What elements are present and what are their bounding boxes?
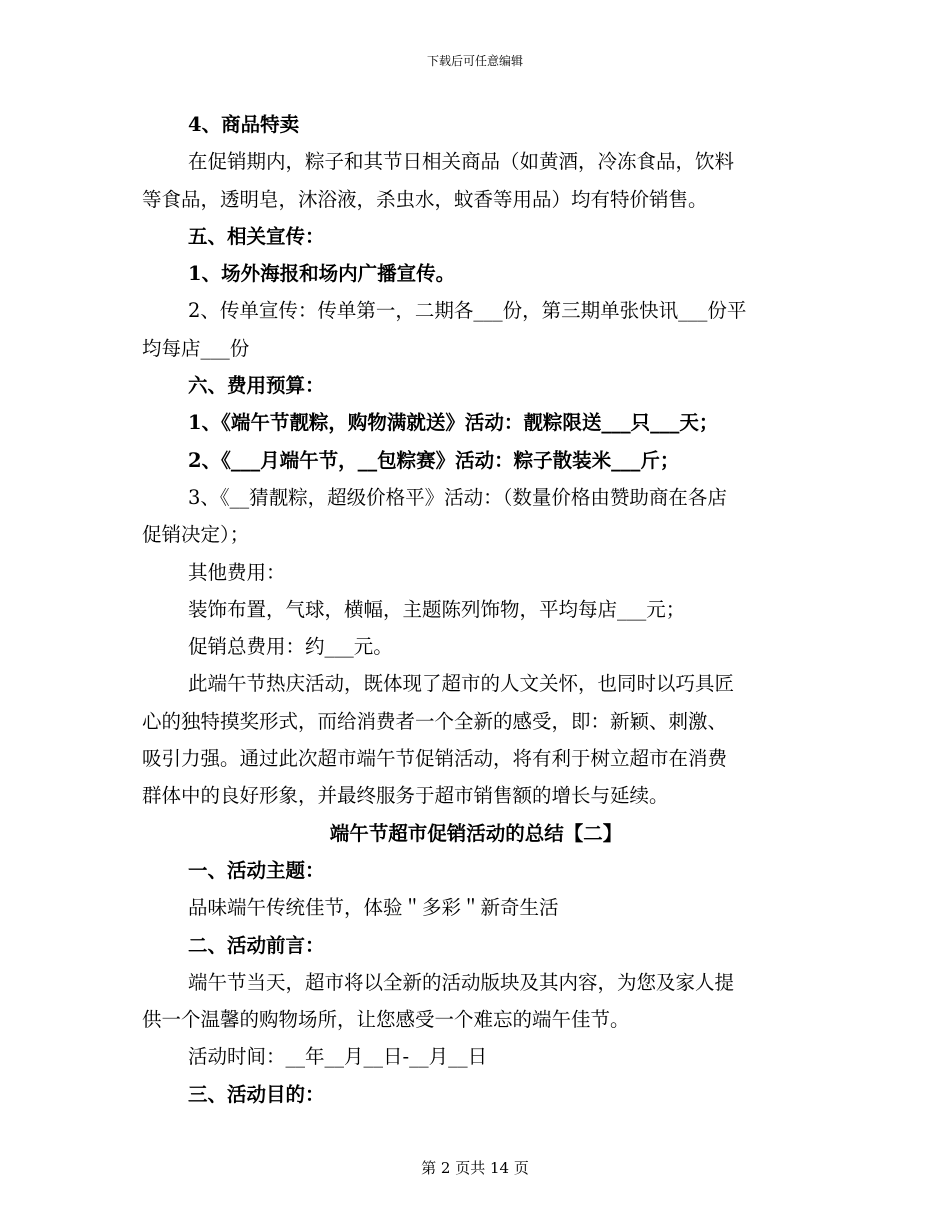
paragraph-line: 2、传单宣传：传单第一，二期各___份，第三期单张快讯___份平 xyxy=(188,299,747,323)
heading-line: 五、相关宣传： xyxy=(188,224,325,248)
paragraph-line: 等食品，透明皂，沐浴液，杀虫水，蚊香等用品）均有特价销售。 xyxy=(142,187,708,211)
paragraph-line: 心的独特摸奖形式，而给消费者一个全新的感受，即：新颖、刺激、 xyxy=(142,709,728,733)
heading-line: 三、活动目的： xyxy=(188,1082,325,1106)
paragraph-line: 在促销期内，粽子和其节日相关商品（如黄酒，冷冻食品，饮料 xyxy=(188,150,735,174)
paragraph-line: 群体中的良好形象，并最终服务于超市销售额的增长与延续。 xyxy=(142,784,669,808)
paragraph-line: 促销总费用：约___元。 xyxy=(188,635,393,659)
heading-line: 1、《端午节靓粽，购物满就送》活动：靓粽限送___只___天； xyxy=(188,411,719,435)
heading-line: 1、场外海报和场内广播宣传。 xyxy=(188,262,456,286)
document-body xyxy=(142,106,810,1113)
paragraph-line: 端午节当天，超市将以全新的活动版块及其内容，为您及家人提 xyxy=(188,970,735,994)
paragraph-line: 其他费用： xyxy=(188,560,286,584)
paragraph-line: 装饰布置，气球，横幅，主题陈列饰物，平均每店___元； xyxy=(188,597,686,621)
heading-line: 2、《___月端午节，__包粽赛》活动：粽子散装米___斤； xyxy=(188,448,680,472)
paragraph-line: 3、《__猜靓粽，超级价格平》活动：（数量价格由赞助商在各店 xyxy=(188,485,727,509)
page-footer: 第 2 页共 14 页 xyxy=(421,1159,529,1177)
paragraph-line: 活动时间：__年__月__日-__月__日 xyxy=(188,1045,488,1069)
paragraph-line: 品味端午传统佳节，体验＂多彩＂新奇生活 xyxy=(188,896,559,920)
paragraph-line: 供一个温馨的购物场所，让您感受一个难忘的端午佳节。 xyxy=(142,1008,630,1032)
section-title: 端午节超市促销活动的总结【二】 xyxy=(329,821,623,845)
heading-line: 二、活动前言： xyxy=(188,933,325,957)
paragraph-line: 促销决定）； xyxy=(142,523,250,547)
heading-line: 4、商品特卖 xyxy=(188,113,300,136)
paragraph-line: 吸引力强。通过此次超市端午节促销活动，将有利于树立超市在消费 xyxy=(142,747,728,771)
heading-line: 六、费用预算： xyxy=(188,374,325,398)
page-header: 下载后可任意编辑 xyxy=(426,54,523,68)
paragraph-line: 此端午节热庆活动，既体现了超市的人文关怀，也同时以巧具匠 xyxy=(188,672,735,696)
heading-line: 一、活动主题： xyxy=(188,858,325,882)
paragraph-line: 均每店___份 xyxy=(142,336,250,360)
